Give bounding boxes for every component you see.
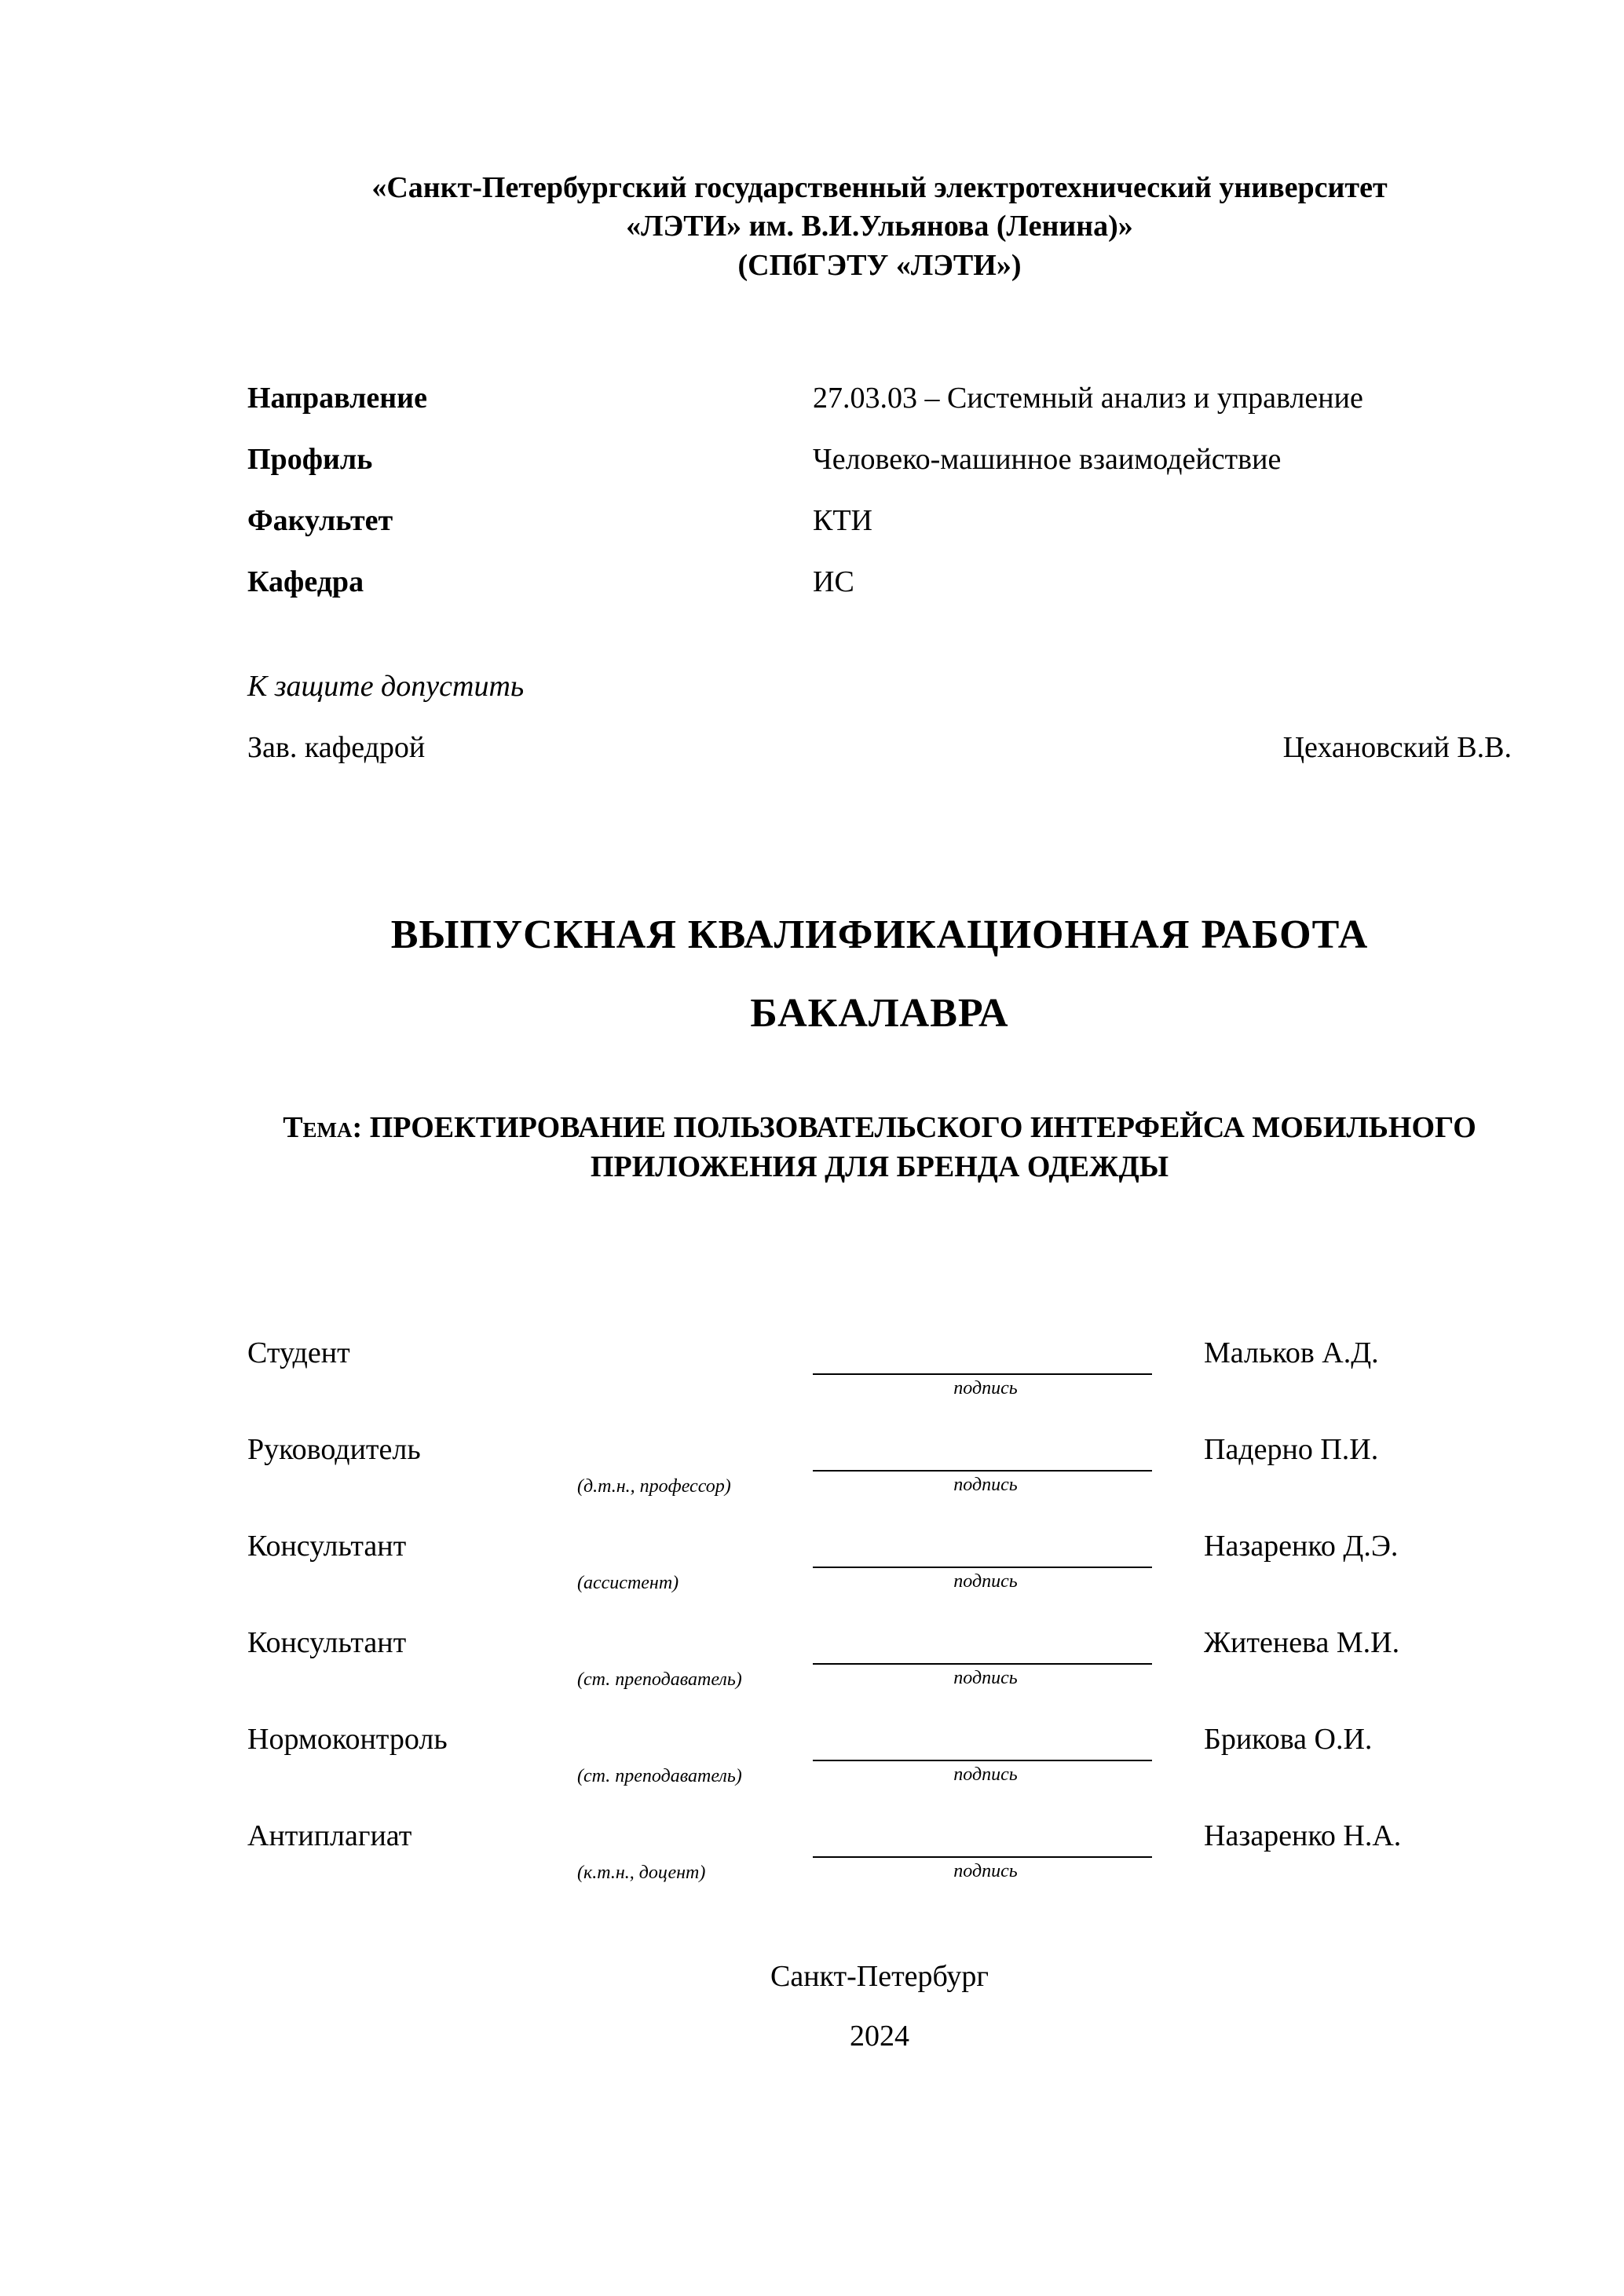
thesis-title-line-2: БАКАЛАВРА <box>750 991 1009 1036</box>
thesis-title <box>247 896 1512 1053</box>
admission-block <box>247 656 1512 778</box>
footer-city: Санкт-Петербург <box>770 1960 989 1994</box>
signature-degree: (ст. преподаватель) <box>577 1766 742 1787</box>
field-value: КТИ <box>813 504 872 538</box>
university-header <box>247 169 1512 285</box>
signature-row-consultant-2 <box>247 1625 1512 1722</box>
signature-name: Мальков А.Д. <box>1204 1336 1379 1370</box>
signature-role: Консультант <box>247 1530 407 1563</box>
admission-label: Зав. кафедрой <box>247 731 426 765</box>
signature-degree: (ассистент) <box>577 1573 679 1594</box>
program-fields <box>247 367 1512 612</box>
signature-caption: подпись <box>953 1378 1018 1399</box>
signature-field <box>813 1336 1158 1399</box>
admission-phrase: К защите допустить <box>247 670 525 704</box>
signature-name: Назаренко Н.А. <box>1204 1819 1402 1853</box>
signature-row-antiplagiarism <box>247 1819 1512 1915</box>
signature-degree: (д.т.н., профессор) <box>577 1476 731 1497</box>
field-value: Человеко-машинное взаимодействие <box>813 443 1282 477</box>
field-label: Кафедра <box>247 565 364 599</box>
signature-role: Антиплагиат <box>247 1819 412 1853</box>
footer <box>247 1947 1512 2066</box>
university-line-2: «ЛЭТИ» им. В.И.Ульянова (Ленина)» <box>626 210 1133 243</box>
admission-row <box>247 717 1512 778</box>
signature-name: Житенева М.И. <box>1204 1626 1400 1660</box>
field-value: ИС <box>813 565 854 599</box>
signature-field <box>813 1432 1158 1496</box>
field-row-department <box>247 551 1512 612</box>
signature-field <box>813 1625 1158 1689</box>
thesis-title-line-1: ВЫПУСКНАЯ КВАЛИФИКАЦИОННАЯ РАБОТА <box>390 912 1369 958</box>
signature-name: Назаренко Д.Э. <box>1204 1530 1399 1563</box>
signature-line <box>813 1336 1152 1375</box>
signature-line <box>813 1722 1152 1761</box>
signature-row-student <box>247 1336 1512 1432</box>
signature-field <box>813 1529 1158 1592</box>
signature-field <box>813 1722 1158 1786</box>
signature-caption: подпись <box>953 1571 1018 1592</box>
signature-role: Руководитель <box>247 1433 421 1467</box>
signature-name: Падерно П.И. <box>1204 1433 1379 1467</box>
signature-role: Нормоконтроль <box>247 1723 448 1757</box>
university-line-3: (СПбГЭТУ «ЛЭТИ») <box>737 248 1022 282</box>
field-row-profile <box>247 429 1512 490</box>
signature-line <box>813 1625 1152 1665</box>
signature-caption: подпись <box>953 1668 1018 1689</box>
field-label: Факультет <box>247 504 393 538</box>
signature-line <box>813 1432 1152 1472</box>
field-row-direction <box>247 367 1512 429</box>
signature-degree: (ст. преподаватель) <box>577 1669 742 1691</box>
field-row-faculty <box>247 490 1512 551</box>
topic-prefix: Тема: <box>283 1111 363 1145</box>
signature-line <box>813 1529 1152 1568</box>
topic-text: ПРОЕКТИРОВАНИЕ ПОЛЬЗОВАТЕЛЬСКОГО ИНТЕРФЕЙСА МОБИЛЬНОГО ПРИЛОЖЕНИЯ ДЛЯ БРЕНДА ОДЕЖДЫ <box>369 1111 1476 1184</box>
field-label: Направление <box>247 382 427 415</box>
signature-role: Консультант <box>247 1626 407 1660</box>
signature-degree: (к.т.н., доцент) <box>577 1863 706 1884</box>
signature-line <box>813 1819 1152 1858</box>
signature-degree <box>577 1336 813 1380</box>
thesis-topic <box>247 1108 1512 1186</box>
signature-caption: подпись <box>953 1861 1018 1882</box>
university-line-1: «Санкт-Петербургский государственный электротехнический университет <box>371 171 1388 204</box>
signature-name: Брикова О.И. <box>1204 1723 1373 1757</box>
signature-block <box>247 1336 1512 1915</box>
footer-year: 2024 <box>850 2020 909 2053</box>
signature-caption: подпись <box>953 1475 1018 1496</box>
field-value: 27.03.03 – Системный анализ и управление <box>813 382 1363 415</box>
field-label: Профиль <box>247 443 373 477</box>
signature-row-consultant-1 <box>247 1529 1512 1625</box>
signature-caption: подпись <box>953 1764 1018 1786</box>
signature-role: Студент <box>247 1336 350 1370</box>
admission-name: Цехановский В.В. <box>1282 731 1512 765</box>
signature-row-supervisor <box>247 1432 1512 1529</box>
signature-field <box>813 1819 1158 1882</box>
signature-row-normcontrol <box>247 1722 1512 1819</box>
